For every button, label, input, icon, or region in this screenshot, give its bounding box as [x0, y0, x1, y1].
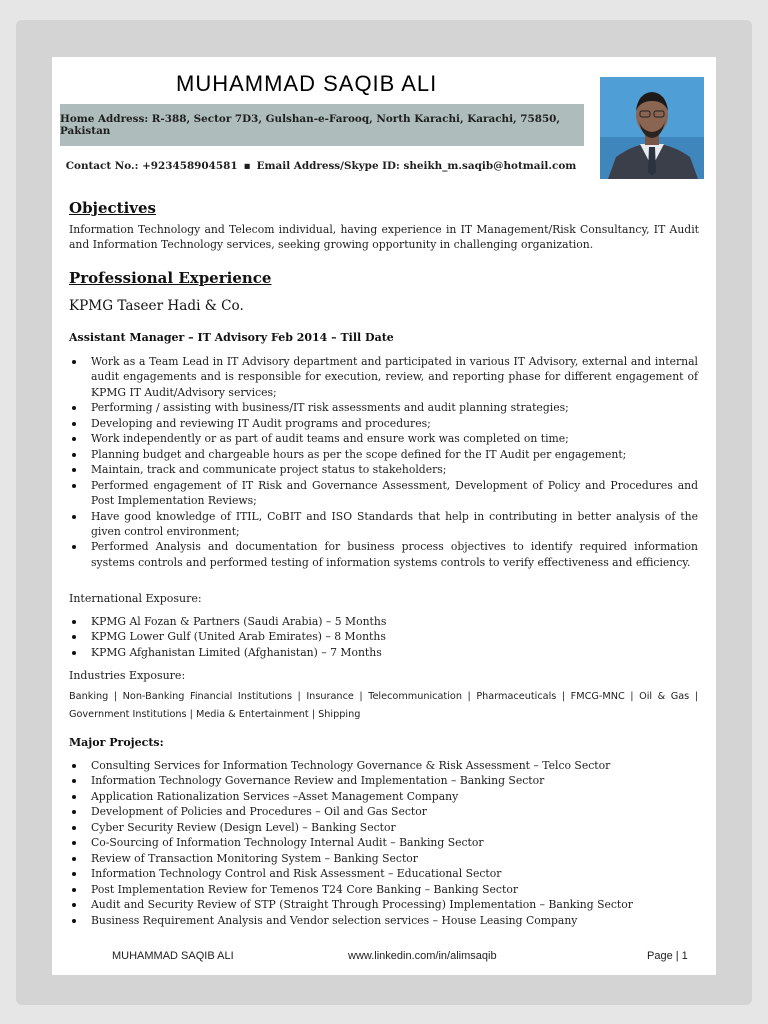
- responsibility-item: Have good knowledge of ITIL, CoBIT and ISO Standards that help in contributing in better analysis of the given control environment;: [69, 509, 698, 540]
- contact-email: Email Address/Skype ID: sheikh_m.saqib@hotmail.com: [256, 160, 577, 172]
- candidate-name: MUHAMMAD SAQIB ALI: [176, 71, 438, 96]
- footer-linkedin-link[interactable]: www.linkedin.com/in/alimsaqib: [348, 950, 497, 962]
- footer-name: MUHAMMAD SAQIB ALI: [112, 950, 234, 962]
- project-item: Application Rationalization Services –Asset Management Company: [69, 789, 698, 804]
- profile-photo-image: [600, 77, 704, 179]
- responsibility-item: Performing / assisting with business/IT risk assessments and audit planning strategies;: [69, 400, 698, 415]
- responsibility-item: Performed engagement of IT Risk and Governance Assessment, Development of Policy and Procedures and Post Implementation Reviews;: [69, 478, 698, 509]
- responsibilities-list: [69, 354, 698, 570]
- footer-page-number: Page | 1: [647, 950, 688, 962]
- project-item: Post Implementation Review for Temenos T24 Core Banking – Banking Sector: [69, 882, 698, 897]
- objectives-text: Information Technology and Telecom individual, having experience in IT Management/Risk Consultancy, IT Audit and Information Technology services, seeking growing opportunity in challenging organization.: [69, 223, 699, 252]
- job-title: Assistant Manager – IT Advisory Feb 2014 – Till Date: [69, 331, 394, 344]
- contact-separator: ▪: [243, 160, 251, 172]
- project-item: Information Technology Control and Risk Assessment – Educational Sector: [69, 866, 698, 881]
- objectives-section: [69, 199, 699, 253]
- project-item: Audit and Security Review of STP (Straight Through Processing) Implementation – Banking Sector: [69, 897, 698, 912]
- responsibility-item: Developing and reviewing IT Audit programs and procedures;: [69, 416, 698, 431]
- home-address-bar: [60, 104, 584, 146]
- responsibility-item: Maintain, track and communicate project status to stakeholders;: [69, 462, 698, 477]
- resume-page: [52, 57, 716, 975]
- project-item: Development of Policies and Procedures – Oil and Gas Sector: [69, 804, 698, 819]
- responsibility-item: Performed Analysis and documentation for business process objectives to identify required information systems controls and performed testing of information systems controls to verify effectiveness and efficiency.: [69, 539, 698, 570]
- profile-photo: [600, 77, 704, 179]
- projects-list: [69, 758, 698, 928]
- project-item: Review of Transaction Monitoring System – Banking Sector: [69, 851, 698, 866]
- responsibility-item: Work independently or as part of audit teams and ensure work was completed on time;: [69, 431, 698, 446]
- international-item: KPMG Al Fozan & Partners (Saudi Arabia) – 5 Months: [69, 614, 698, 629]
- industries-heading: Industries Exposure:: [69, 669, 186, 682]
- international-list: [69, 614, 698, 660]
- project-item: Cyber Security Review (Design Level) – Banking Sector: [69, 820, 698, 835]
- home-address: Home Address: R-388, Sector 7D3, Gulshan-e-Farooq, North Karachi, Karachi, 75850, Pakistan: [60, 113, 561, 137]
- project-item: Co-Sourcing of Information Technology Internal Audit – Banking Sector: [69, 835, 698, 850]
- contact-line: [52, 160, 590, 172]
- page-footer: [52, 950, 716, 966]
- objectives-heading: Objectives: [69, 199, 156, 217]
- company-name: KPMG Taseer Hadi & Co.: [69, 298, 244, 314]
- industries-text: Banking | Non-Banking Financial Institutions | Insurance | Telecommunication | Pharmaceuticals | FMCG-MNC | Oil & Gas | Government Institutions | Media & Entertainment | Shipping: [69, 691, 698, 720]
- project-item: Business Requirement Analysis and Vendor selection services – House Leasing Company: [69, 913, 698, 928]
- responsibility-item: Work as a Team Lead in IT Advisory department and participated in various IT Advisory, external and internal audit engagements and is responsible for execution, review, and reporting phase for different engagement of KPMG IT Audit/Advisory services;: [69, 354, 698, 400]
- responsibility-item: Planning budget and chargeable hours as per the scope defined for the IT Audit per engagement;: [69, 447, 698, 462]
- international-heading: International Exposure:: [69, 592, 202, 605]
- contact-phone: Contact No.: +923458904581: [65, 160, 238, 172]
- project-item: Consulting Services for Information Technology Governance & Risk Assessment – Telco Sector: [69, 758, 698, 773]
- international-item: KPMG Afghanistan Limited (Afghanistan) – 7 Months: [69, 645, 698, 660]
- projects-heading: Major Projects:: [69, 736, 164, 749]
- project-item: Information Technology Governance Review and Implementation – Banking Sector: [69, 773, 698, 788]
- experience-heading: Professional Experience: [69, 269, 272, 287]
- international-item: KPMG Lower Gulf (United Arab Emirates) – 8 Months: [69, 629, 698, 644]
